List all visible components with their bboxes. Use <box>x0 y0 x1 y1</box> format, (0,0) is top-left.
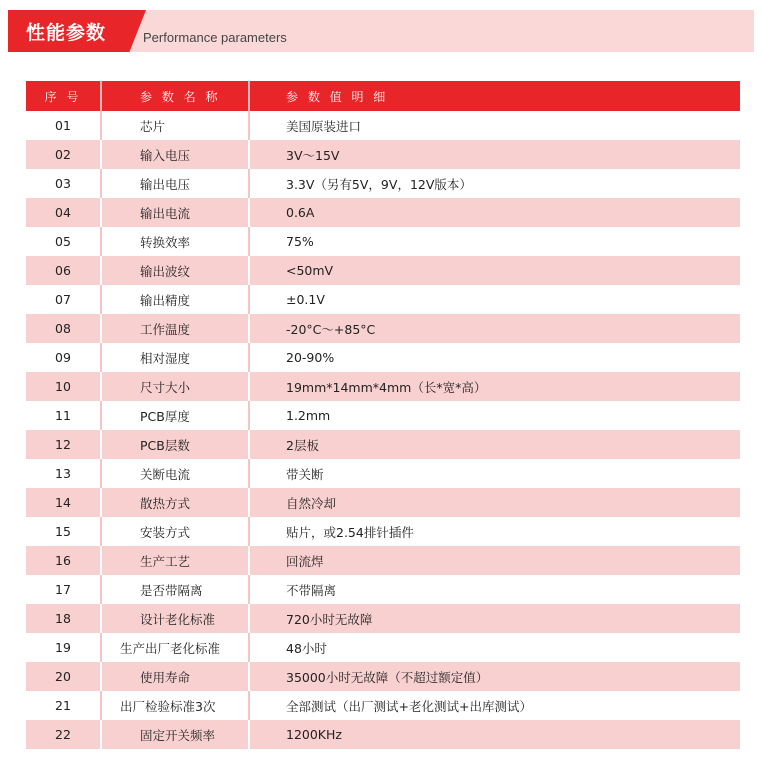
table-body <box>26 111 740 749</box>
parameter-value: 20-90% <box>286 350 335 365</box>
parameter-name: 生产工艺 <box>140 553 191 569</box>
parameter-name: 工作温度 <box>140 321 191 337</box>
table-row <box>26 459 740 488</box>
section-header-banner <box>8 10 754 52</box>
parameter-name: 是否带隔离 <box>140 582 203 598</box>
parameter-name: 使用寿命 <box>140 669 191 685</box>
table-row <box>26 314 740 343</box>
parameter-value: ±0.1V <box>286 292 325 307</box>
column-header-value: 参 数 值 明 细 <box>286 89 389 104</box>
parameter-name: 转换效率 <box>140 234 191 250</box>
parameter-value: 不带隔离 <box>286 582 337 598</box>
parameter-name: 输入电压 <box>140 147 191 163</box>
parameter-name: 出厂检验标准3次 <box>120 698 216 714</box>
table-row <box>26 343 740 372</box>
table-row <box>26 517 740 546</box>
parameter-value: 720小时无故障 <box>286 611 373 627</box>
table-row <box>26 604 740 633</box>
row-number: 08 <box>55 321 71 336</box>
table-row <box>26 169 740 198</box>
table-row <box>26 633 740 662</box>
row-number: 21 <box>55 698 71 713</box>
parameter-value: 3.3V（另有5V，9V，12V版本） <box>286 176 472 192</box>
table-row <box>26 488 740 517</box>
row-number: 07 <box>55 292 71 307</box>
parameter-value: 2层板 <box>286 437 319 453</box>
parameter-name: 散热方式 <box>140 495 191 511</box>
row-number: 09 <box>55 350 71 365</box>
parameter-name: 固定开关频率 <box>140 727 216 743</box>
parameter-value: 1.2mm <box>286 408 331 423</box>
parameter-name: 设计老化标准 <box>140 611 216 627</box>
table-row <box>26 430 740 459</box>
row-number: 19 <box>55 640 71 655</box>
row-number: 13 <box>55 466 71 481</box>
table-row <box>26 256 740 285</box>
parameter-value: 35000小时无故障（不超过额定值） <box>286 669 489 685</box>
row-number: 15 <box>55 524 71 539</box>
parameter-name: 输出精度 <box>140 292 191 308</box>
row-number: 02 <box>55 147 71 162</box>
table-row <box>26 285 740 314</box>
parameter-name: 输出电流 <box>140 205 191 221</box>
parameter-name: 输出电压 <box>140 176 191 192</box>
parameter-value: 48小时 <box>286 640 327 656</box>
row-number: 17 <box>55 582 71 597</box>
row-number: 03 <box>55 176 71 191</box>
parameter-value: <50mV <box>286 263 334 278</box>
table-row <box>26 372 740 401</box>
parameter-value: 贴片，或2.54排针插件 <box>286 524 414 540</box>
row-number: 14 <box>55 495 71 510</box>
parameter-value: 1200KHz <box>286 727 342 742</box>
parameter-value: 75% <box>286 234 314 249</box>
parameter-name: 关断电流 <box>140 466 191 482</box>
table-header-row <box>26 81 740 111</box>
row-number: 05 <box>55 234 71 249</box>
table-row <box>26 691 740 720</box>
row-number: 16 <box>55 553 71 568</box>
column-header-number: 序 号 <box>44 89 82 104</box>
parameter-name: 芯片 <box>140 118 166 134</box>
table-row <box>26 140 740 169</box>
parameter-name: 输出波纹 <box>140 263 191 279</box>
parameter-name: 尺寸大小 <box>140 379 191 395</box>
table-row <box>26 111 740 140</box>
table-row <box>26 198 740 227</box>
parameter-name: 生产出厂老化标准 <box>120 640 221 656</box>
row-number: 20 <box>55 669 71 684</box>
parameter-value: 全部测试（出厂测试+老化测试+出库测试） <box>286 698 532 714</box>
table-row <box>26 401 740 430</box>
section-title: 性能参数 <box>26 22 107 44</box>
parameter-name: 相对湿度 <box>140 350 191 366</box>
parameter-value: 19mm*14mm*4mm（长*宽*高） <box>286 379 487 395</box>
section-subtitle: Performance parameters <box>143 30 287 45</box>
parameter-value: 3V～15V <box>286 147 340 163</box>
row-number: 10 <box>55 379 71 394</box>
parameter-value: 自然冷却 <box>286 495 337 511</box>
row-number: 22 <box>55 727 71 742</box>
table-row <box>26 662 740 691</box>
row-number: 01 <box>55 118 71 133</box>
parameter-value: 带关断 <box>286 466 324 482</box>
table-row <box>26 546 740 575</box>
row-number: 06 <box>55 263 71 278</box>
column-header-name: 参 数 名 称 <box>140 89 221 104</box>
row-number: 04 <box>55 205 71 220</box>
parameter-name: 安装方式 <box>140 524 191 540</box>
row-number: 11 <box>55 408 71 423</box>
parameter-value: 美国原装进口 <box>286 118 362 134</box>
row-number: 18 <box>55 611 71 626</box>
parameter-name: PCB厚度 <box>140 408 190 424</box>
table-row <box>26 575 740 604</box>
table-row <box>26 720 740 749</box>
row-number: 12 <box>55 437 71 452</box>
parameter-name: PCB层数 <box>140 437 190 453</box>
parameter-value: 0.6A <box>286 205 315 220</box>
parameters-table <box>26 81 740 749</box>
parameter-value: 回流焊 <box>286 553 324 569</box>
parameter-value: -20°C～+85°C <box>286 321 376 337</box>
table-row <box>26 227 740 256</box>
